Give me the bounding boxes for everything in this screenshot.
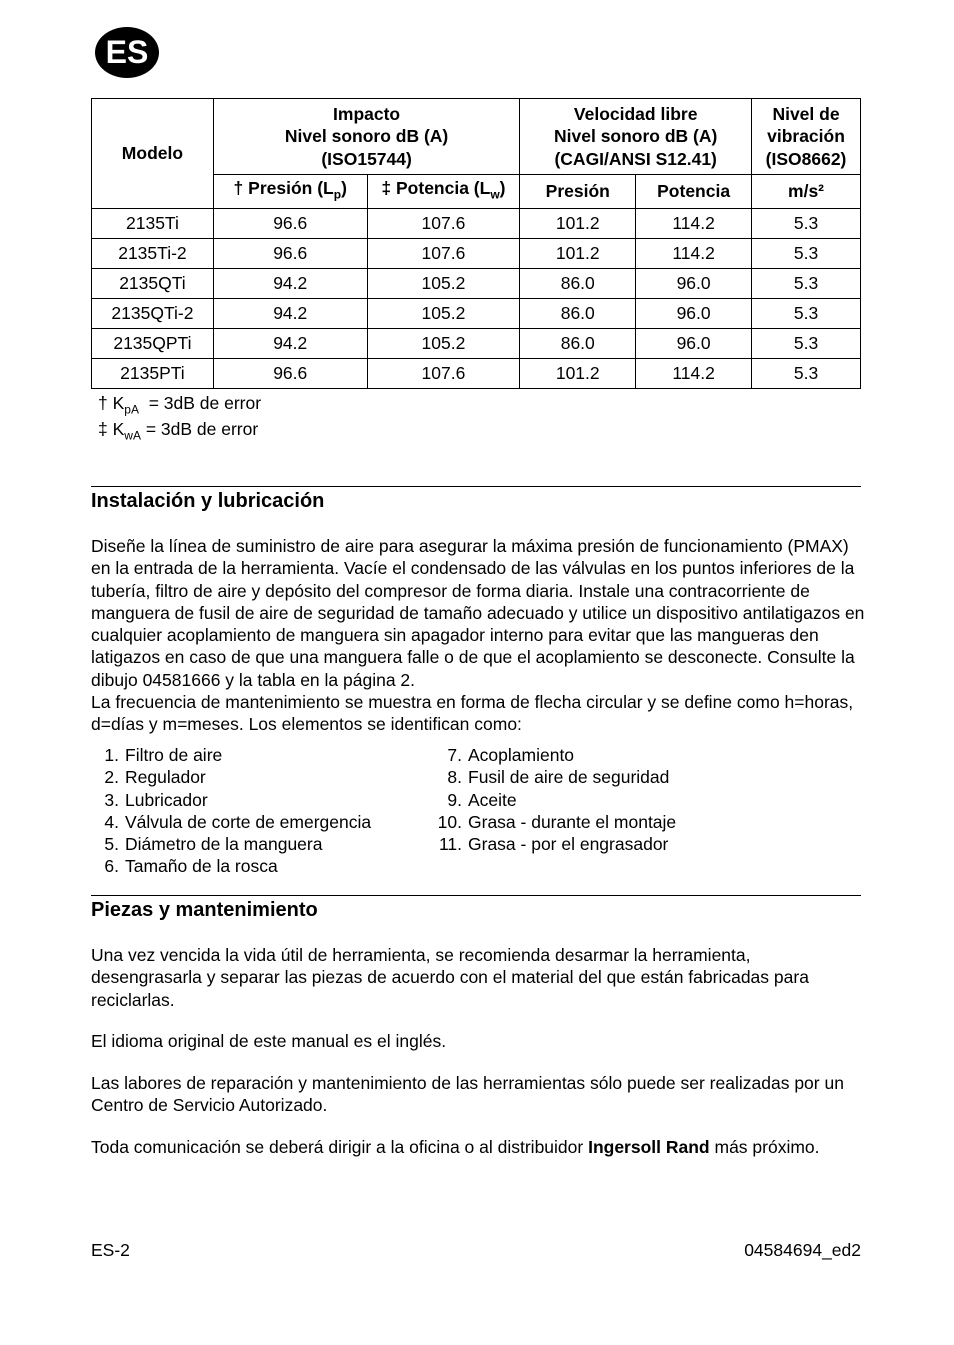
- list-item-number: 6.: [104, 856, 119, 877]
- table-cell: 101.2: [520, 359, 636, 389]
- list-item-text: Grasa - durante el montaje: [468, 811, 677, 832]
- table-cell: 2135QTi-2: [92, 299, 214, 329]
- table-cell: 105.2: [367, 329, 520, 359]
- list-item-number: 5.: [104, 834, 119, 855]
- table-cell: 101.2: [520, 209, 636, 239]
- header-model: Modelo: [92, 99, 214, 209]
- table-cell: 105.2: [367, 269, 520, 299]
- table-cell: 94.2: [213, 329, 367, 359]
- subheader-free-pressure: Presión: [520, 175, 636, 209]
- list-item: [434, 811, 676, 833]
- table-cell: 105.2: [367, 299, 520, 329]
- list-item-number: 8.: [447, 767, 462, 788]
- table-cell: 86.0: [520, 329, 636, 359]
- list-item-text: Grasa - por el engrasador: [468, 834, 669, 855]
- header-impact: Impacto Nivel sonoro dB (A) (ISO15744): [213, 99, 519, 175]
- list-item: [91, 766, 371, 788]
- table-row: [92, 239, 861, 269]
- list-item-number: 3.: [104, 789, 119, 810]
- list-item: [434, 766, 676, 788]
- table-cell: 96.0: [636, 329, 752, 359]
- parts-paragraph-language: El idioma original de este manual es el inglés.: [91, 1031, 447, 1051]
- noise-vibration-table: [91, 98, 861, 389]
- brand-name: Ingersoll Rand: [588, 1137, 710, 1157]
- table-cell: 94.2: [213, 269, 367, 299]
- list-item-number: 4.: [104, 811, 119, 832]
- list-item: [434, 833, 676, 855]
- table-cell: 107.6: [367, 239, 520, 269]
- table-row: [92, 299, 861, 329]
- header-free-speed: Velocidad libre Nivel sonoro dB (A) (CAGI/ANSI S12.41): [520, 99, 752, 175]
- table-cell: 96.6: [213, 239, 367, 269]
- parts-paragraph-recycling: Una vez vencida la vida útil de herramienta, se recomienda desarmar la herramienta, desengrasarla y separar las piezas de acuerdo con el material del que están fabricadas para reciclarlas.: [91, 945, 809, 1010]
- list-item-number: 7.: [447, 745, 462, 765]
- language-badge: ES: [95, 27, 159, 78]
- table-cell: 114.2: [636, 239, 752, 269]
- table-cell: 114.2: [636, 209, 752, 239]
- table-cell: 101.2: [520, 239, 636, 269]
- table-cell: 2135QPTi: [92, 329, 214, 359]
- table-cell: 5.3: [752, 239, 861, 269]
- table-cell: 114.2: [636, 359, 752, 389]
- table-cell: 2135Ti: [92, 209, 214, 239]
- list-item-number: 1.: [104, 745, 119, 765]
- table-cell: 5.3: [752, 209, 861, 239]
- list-item-number: 9.: [447, 789, 462, 810]
- list-item: [91, 744, 371, 766]
- list-item-text: Aceite: [468, 789, 517, 810]
- list-item: [91, 833, 371, 855]
- document-code: 04584694_ed2: [744, 1240, 861, 1260]
- section-divider: [91, 486, 861, 487]
- list-item-text: Regulador: [125, 767, 206, 788]
- installation-paragraph: Diseñe la línea de suministro de aire para asegurar la máxima presión de funcionamiento (PMAX) en la entrada de la herramienta. Vacíe el condensado de las válvulas en los puntos inferiores de la tubería, filtro de aire y depósito del compresor de forma diaria. Instale una contracorriente de manguera de fusil de aire de seguridad de tamaño adecuado y utilice un dispositivo antilatigazos en cualquier acoplamiento de manguera sin apagador interno para evitar que las mangueras den latigazos en caso de que una manguera falle o de que el acoplamiento se desconecte. Consulte la dibujo 04581666 y la tabla en la página 2. La frecuencia de mantenimiento se muestra en forma de flecha circular y se define como h=horas, d=días y m=meses. Los elementos se identifican como:: [91, 536, 865, 735]
- table-cell: 107.6: [367, 209, 520, 239]
- list-item-text: Lubricador: [125, 789, 208, 810]
- section-divider: [91, 895, 861, 896]
- table-row: [92, 209, 861, 239]
- table-cell: 96.0: [636, 269, 752, 299]
- list-item-number: 11.: [438, 834, 462, 855]
- table-cell: 2135QTi: [92, 269, 214, 299]
- maintenance-list-left: [91, 744, 371, 878]
- note-kpa: † $K_{pA} = 3dB$ de error: [98, 393, 262, 417]
- list-item-number: 2.: [104, 767, 119, 788]
- parts-paragraph-contact: Toda comunicación se deberá dirigir a la oficina o al distribuidor Ingersoll Rand más próximo.: [91, 1137, 820, 1157]
- page-number: ES-2: [91, 1240, 130, 1260]
- list-item: [434, 744, 676, 766]
- list-item-text: Filtro de aire: [125, 745, 223, 765]
- maintenance-list-right: [434, 744, 676, 855]
- subheader-free-power: Potencia: [636, 175, 752, 209]
- section-heading-parts: Piezas y mantenimiento: [91, 899, 318, 921]
- table-cell: 5.3: [752, 269, 861, 299]
- table-cell: 5.3: [752, 299, 861, 329]
- subheader-vibration-unit: m/s²: [752, 175, 861, 209]
- table-cell: 5.3: [752, 359, 861, 389]
- table-cell: 96.6: [213, 209, 367, 239]
- table-cell: 96.6: [213, 359, 367, 389]
- list-item-text: Fusil de aire de seguridad: [468, 767, 670, 788]
- list-item: [91, 789, 371, 811]
- list-item: [434, 789, 676, 811]
- table-cell: 2135Ti-2: [92, 239, 214, 269]
- list-item: [91, 811, 371, 833]
- table-cell: 96.0: [636, 299, 752, 329]
- table-cell: 5.3: [752, 329, 861, 359]
- list-item-text: Diámetro de la manguera: [125, 834, 323, 855]
- subheader-impact-power: ‡ Potencia $(L_w)$: [367, 175, 520, 209]
- table-row: [92, 329, 861, 359]
- table-cell: 94.2: [213, 299, 367, 329]
- table-cell: 86.0: [520, 269, 636, 299]
- note-kwa: ‡ $K_{wA} = 3dB$ de error: [98, 419, 259, 443]
- subheader-impact-pressure: † Presión $(L_p)$: [213, 175, 367, 209]
- section-heading-installation: Instalación y lubricación: [91, 490, 325, 512]
- list-item: [91, 855, 371, 877]
- table-cell: 107.6: [367, 359, 520, 389]
- list-item-number: 10.: [437, 811, 462, 832]
- parts-paragraph-service: Las labores de reparación y mantenimiento de las herramientas sólo puede ser realizadas por un Centro de Servicio Autorizado.: [91, 1073, 844, 1116]
- list-item-text: Acoplamiento: [468, 745, 575, 765]
- table-cell: 2135PTi: [92, 359, 214, 389]
- table-cell: 86.0: [520, 299, 636, 329]
- table-row: [92, 269, 861, 299]
- header-vibration: Nivel de vibración (ISO8662): [752, 99, 861, 175]
- table-row: [92, 359, 861, 389]
- list-item-text: Tamaño de la rosca: [125, 856, 278, 877]
- list-item-text: Válvula de corte de emergencia: [125, 811, 372, 832]
